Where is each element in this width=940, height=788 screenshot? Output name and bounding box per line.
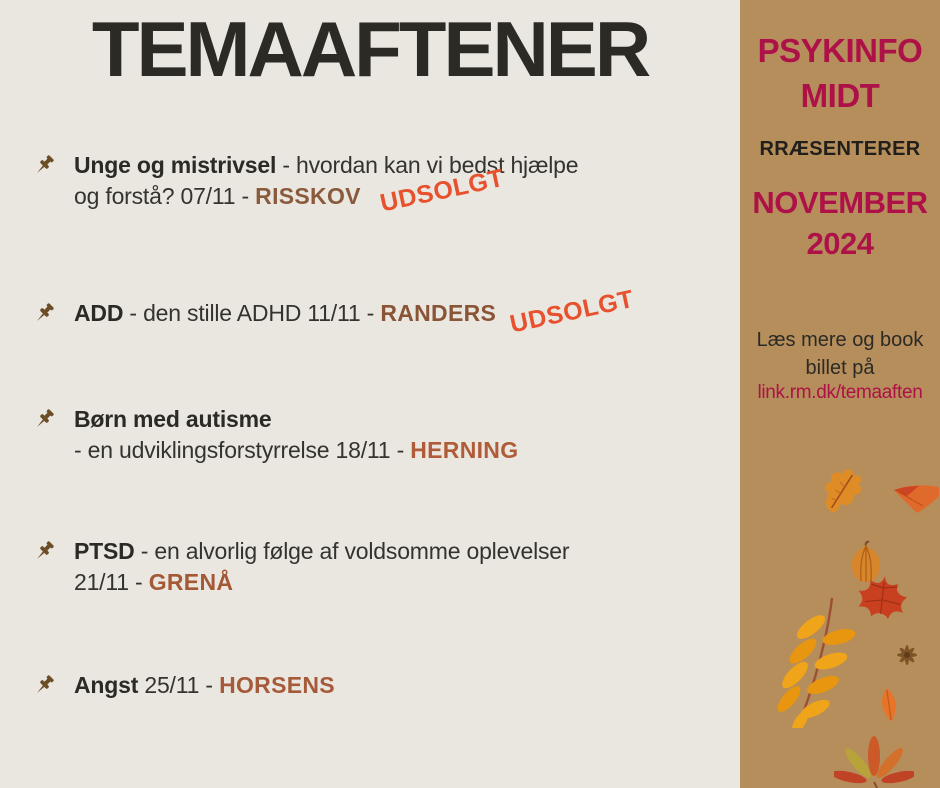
event-location: HORSENS: [219, 672, 335, 698]
event-date: 21/11 -: [74, 569, 149, 595]
event-description: - en udviklingsforstyrrelse 18/11 -: [74, 437, 411, 463]
event-text: [74, 670, 335, 701]
event-item-add: [30, 284, 637, 339]
event-text: [74, 404, 518, 466]
oak-leaf-icon: [818, 466, 872, 516]
brand-line2: MIDT: [800, 77, 880, 114]
event-item-unge-og-mistrivsel: [30, 150, 579, 218]
event-topic: PTSD: [74, 538, 135, 564]
sold-out-badge: UDSOLGT: [507, 284, 637, 339]
cta-line1: Læs mere og book: [756, 329, 924, 351]
cta-line2: billet på: [805, 357, 875, 379]
small-leaf-icon: [876, 686, 902, 724]
event-description: - hvordan kan vi bedst hjælpe: [276, 152, 579, 178]
event-description: - en alvorlig følge af voldsomme oplevelser: [134, 538, 570, 564]
star-anise-icon: [890, 640, 924, 670]
edge-leaf-icon: [893, 482, 940, 516]
event-topic: Unge og mistrivsel: [74, 152, 277, 178]
pushpin-icon: [30, 406, 57, 433]
pushpin-icon: [30, 152, 57, 179]
event-date: og forstå? 07/11 -: [74, 183, 256, 209]
cta-text: [740, 326, 940, 382]
event-topic: Angst: [74, 672, 139, 698]
booking-link[interactable]: link.rm.dk/temaaften: [757, 382, 923, 403]
month-title: [740, 182, 940, 264]
event-location: RANDERS: [380, 300, 497, 326]
event-text: [74, 536, 569, 598]
event-text: [74, 150, 579, 218]
event-location: RISSKOV: [255, 183, 361, 209]
month-line2: 2024: [806, 226, 874, 261]
month-line1: NOVEMBER: [752, 185, 928, 220]
page-title: TEMAAFTENER: [91, 5, 649, 93]
event-topic: Børn med autisme: [74, 406, 272, 432]
event-description: - den stille ADHD 11/11 -: [123, 300, 381, 326]
event-date: 25/11 -: [138, 672, 220, 698]
brand-name: [740, 28, 940, 118]
creeper-leaf-icon: [834, 720, 914, 788]
rowan-leaf-icon: [770, 596, 860, 728]
pushpin-icon: [30, 538, 57, 565]
event-text: [74, 284, 637, 339]
sold-out-badge: UDSOLGT: [377, 164, 507, 218]
event-item-ptsd: [30, 536, 569, 598]
pushpin-icon: [30, 300, 57, 327]
pushpin-icon: [30, 672, 57, 699]
event-topic: ADD: [74, 300, 124, 326]
brand-line1: PSYKINFO: [757, 32, 923, 69]
maple-leaf-icon: [856, 574, 910, 620]
event-item-boern-med-autisme: [30, 404, 518, 466]
event-location: GRENÅ: [148, 569, 234, 595]
event-location: HERNING: [410, 437, 519, 463]
sidebar: [740, 0, 940, 788]
event-item-angst: [30, 670, 335, 701]
presents-label: RRÆSENTERER: [759, 138, 921, 160]
